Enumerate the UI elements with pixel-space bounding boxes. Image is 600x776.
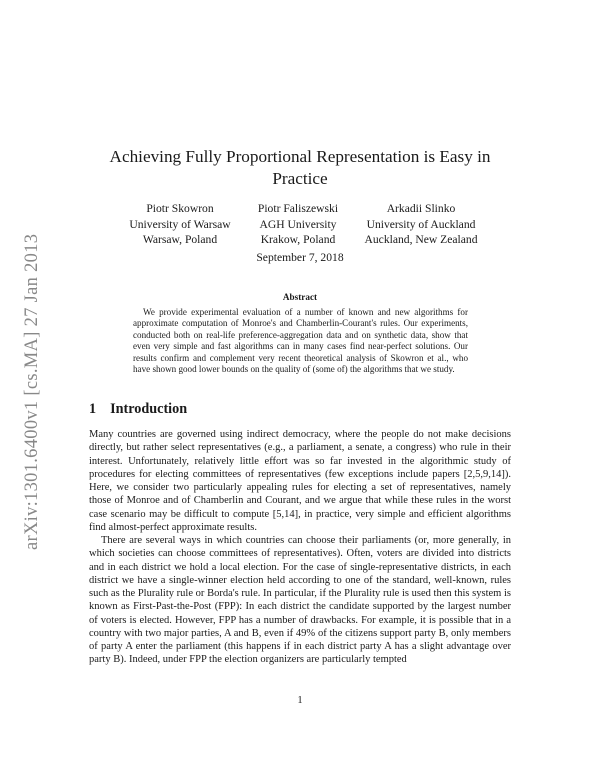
section-heading bbox=[89, 401, 187, 418]
abstract-heading: Abstract bbox=[282, 292, 318, 302]
author-3 bbox=[336, 201, 506, 248]
section-title: Introduction bbox=[110, 401, 188, 417]
paper-date: September 7, 2018 bbox=[256, 251, 344, 264]
section-number: 1 bbox=[89, 401, 97, 417]
author-name: Piotr Skowron bbox=[146, 202, 214, 215]
paper-title: Achieving Fully Proportional Representation is Easy in Practice bbox=[109, 147, 491, 188]
author-affiliation: University of Auckland bbox=[366, 217, 476, 231]
author-name: Piotr Faliszewski bbox=[257, 202, 339, 215]
arxiv-identifier: arXiv:1301.6400v1 [cs.MA] 27 Jan 2013 bbox=[22, 233, 42, 550]
paragraph: There are several ways in which countries can choose their parliaments (or, more generally, in which societies can choose committees of representatives). Often, voters are divided into districts and in each district we hold a local election. For the case of single-representative districts, in each district we have a single-winner election held according to one of the standard, well-known, rules such as the Plurality rule or Borda's rule. In particular, if the Plurality rule is used then this system is known as First-Past-the-Post (FPP): In each district the candidate supported by the largest number of voters is elected. However, FPP has a number of drawbacks. For example, it is possible that in a country with two major parties, A and B, even if 49% of the citizens support party B, only members of party A enter the parliament (this happens if in each district party A has a slight advantage over party B). Indeed, under FPP the election organizers are particularly tempted bbox=[89, 535, 511, 666]
author-location: Krakow, Poland bbox=[260, 233, 336, 246]
body-text bbox=[89, 428, 511, 667]
author-location: Auckland, New Zealand bbox=[364, 233, 478, 246]
paragraph: Many countries are governed using indirect democracy, where the people do not make decisions directly, but rather select representatives (e.g., a parliament, a senate, a congress) who rule in their interest. Unfortunately, relatively little effort was so far invested in the algorithmic study of procedures for electing committees of representatives (few exceptions include papers [2,5,9,14]). Here, we consider two particularly appealing rules for electing a set of representatives, namely those of Monroe and of Chamberlin and Courant, and we argue that while these rules in the worst case scenario may be difficult to compute [5,14], in practice, very simple and efficient algorithms find almost-perfect approximate results. bbox=[89, 429, 511, 533]
page-number: 1 bbox=[297, 695, 303, 706]
author-name: Arkadii Slinko bbox=[386, 202, 456, 215]
author-affiliation: University of Warsaw bbox=[129, 217, 231, 231]
author-affiliation: AGH University bbox=[259, 217, 337, 231]
author-location: Warsaw, Poland bbox=[142, 233, 218, 246]
abstract-text: We provide experimental evaluation of a number of known and new algorithms for approximate computation of Monroe's and Chamberlin-Courant's rules. Our experiments, conducted both on real-life preference-aggregation data and on synthetic data, show that even very simple and fast algorithms can in many cases find near-perfect solutions. Our results confirm and complement very recent theoretical analysis of Skowron et al., who have shown good lower bounds on the quality of (some of) the algorithms that we study. bbox=[133, 307, 468, 375]
